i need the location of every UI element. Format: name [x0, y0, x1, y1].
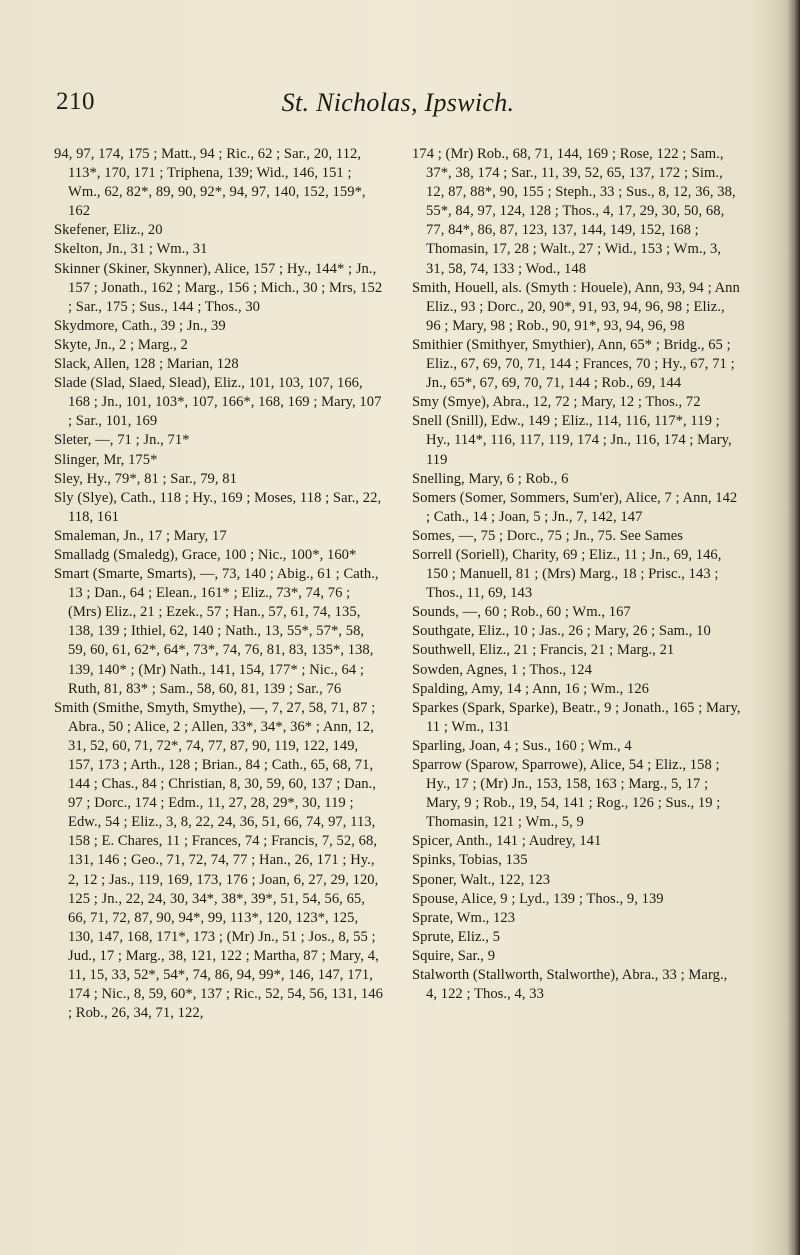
index-entry: Spouse, Alice, 9 ; Lyd., 139 ; Thos., 9, 139 — [412, 890, 664, 907]
index-entry: Sprute, Eliz., 5 — [412, 928, 500, 945]
index-entry: Spicer, Anth., 141 ; Audrey, 141 — [412, 833, 602, 850]
index-entry: Slack, Allen, 128 ; Marian, 128 — [54, 356, 239, 373]
index-entry: Southwell, Eliz., 21 ; Francis, 21 ; Marg., 21 — [412, 642, 675, 659]
index-column-left — [54, 145, 386, 1023]
index-entry: Slinger, Mr, 175* — [54, 451, 158, 468]
index-entry: Skydmore, Cath., 39 ; Jn., 39 — [54, 317, 226, 334]
index-entry: Stalworth (Stallworth, Stalworthe), Abra., 33 ; Marg., 4, 122 ; Thos., 4, 33 — [412, 967, 728, 1003]
index-entry: Sleter, —, 71 ; Jn., 71* — [54, 432, 190, 449]
index-entry: Somers (Somer, Sommers, Sum'er), Alice, 7 ; Ann, 142 ; Cath., 14 ; Joan, 5 ; Jn., 7, 142, 147 — [412, 489, 738, 525]
index-entry: Smith, Houell, als. (Smyth : Houele), Ann, 93, 94 ; Ann Eliz., 93 ; Dorc., 20, 90*, 91, 93, 94, 96, 98 ; Eliz., 96 ; Mary, 98 ; Rob., 90, 91*, 93, 94, 96, 98 — [412, 279, 740, 334]
page-header — [48, 88, 748, 122]
index-entry: Smart (Smarte, Smarts), —, 73, 140 ; Abig., 61 ; Cath., 13 ; Dan., 64 ; Elean., 161* ; Eliz., 73*, 74, 76 ; (Mrs) Eliz., 21 ; Ezek., 57 ; Han., 57, 61, 74, 135, 138, 139 ; Ithiel, 62, 140 ; Nath., 13, 55*, 57*, 58, 59, 60, 61, 62*, 64*, 73*, 74, 76, 81, 83, 135*, 138, 139, 140* ; (Mr) Nath., 141, 154, 177* ; Nic., 64 ; Ruth, 81, 83* ; Sam., 58, 60, 81, 139 ; Sar., 76 — [54, 566, 379, 697]
index-entry: Smithier (Smithyer, Smythier), Ann, 65* ; Bridg., 65 ; Eliz., 67, 69, 70, 71, 144 ; Frances, 70 ; Hy., 67, 71 ; Jn., 65*, 67, 69, 70, 71, 144 ; Rob., 69, 144 — [412, 336, 735, 392]
index-entry: Spinks, Tobias, 135 — [412, 852, 528, 869]
index-entry: Snelling, Mary, 6 ; Rob., 6 — [412, 470, 569, 487]
index-entry: Southgate, Eliz., 10 ; Jas., 26 ; Mary, 26 ; Sam., 10 — [412, 623, 711, 640]
index-entry: Sley, Hy., 79*, 81 ; Sar., 79, 81 — [54, 470, 237, 487]
index-entry: Sounds, —, 60 ; Rob., 60 ; Wm., 167 — [412, 604, 631, 621]
index-entry: Skinner (Skiner, Skynner), Alice, 157 ; Hy., 144* ; Jn., 157 ; Jonath., 162 ; Marg., 156 ; Mich., 30 ; Mrs, 152 ; Sar., 175 ; Sus., 144 ; Thos., 30 — [54, 260, 383, 315]
index-entry: Smalladg (Smaledg), Grace, 100 ; Nic., 100*, 160* — [54, 546, 357, 563]
index-entry: Sparling, Joan, 4 ; Sus., 160 ; Wm., 4 — [412, 737, 632, 754]
index-entry: Somes, —, 75 ; Dorc., 75 ; Jn., 75. See Sames — [412, 527, 684, 544]
index-entry: Snell (Snill), Edw., 149 ; Eliz., 114, 116, 117*, 119 ; Hy., 114*, 116, 117, 119, 174 ; Jn., 116, 174 ; Mary, 119 — [412, 413, 732, 468]
index-entry: Smaleman, Jn., 17 ; Mary, 17 — [54, 527, 227, 544]
index-entry: Skefener, Eliz., 20 — [54, 222, 163, 239]
index-entry: Sly (Slye), Cath., 118 ; Hy., 169 ; Moses, 118 ; Sar., 22, 118, 161 — [54, 489, 382, 525]
page-number: 210 — [56, 88, 95, 115]
index-entry: Sorrell (Soriell), Charity, 69 ; Eliz., 11 ; Jn., 69, 146, 150 ; Manuell, 81 ; (Mrs) Marg., 18 ; Prisc., 143 ; Thos., 11, 69, 143 — [412, 546, 722, 602]
running-title: St. Nicholas, Ipswich. — [281, 88, 515, 117]
index-entry: Spalding, Amy, 14 ; Ann, 16 ; Wm., 126 — [412, 680, 650, 697]
index-entry: Squire, Sar., 9 — [412, 947, 496, 964]
index-entry: Sparkes (Spark, Sparke), Beatr., 9 ; Jonath., 165 ; Mary, 11 ; Wm., 131 — [412, 699, 741, 735]
index-entry: Skyte, Jn., 2 ; Marg., 2 — [54, 336, 188, 353]
index-entry: 174 ; (Mr) Rob., 68, 71, 144, 169 ; Rose, 122 ; Sam., 37*, 38, 174 ; Sar., 11, 39, 52, 65, 137, 172 ; Sim., 12, 87, 88*, 90, 155 ; Steph., 33 ; Sus., 8, 12, 36, 38, 55*, 84, 97, 124, 128 ; Thos., 4, 17, 29, 30, 50, 68, 77, 84*, 86, 87, 123, 137, 144, 149, 152, 168 ; Thomasin, 17, 28 ; Walt., 27 ; Wid., 153 ; Wm., 3, 31, 58, 74, 133 ; Wod., 148 — [412, 146, 736, 277]
index-entry: Sparrow (Sparow, Sparrowe), Alice, 54 ; Eliz., 158 ; Hy., 17 ; (Mr) Jn., 153, 158, 163 ; Marg., 5, 17 ; Mary, 9 ; Rob., 19, 54, 141 ; Rog., 126 ; Sus., 19 ; Thomasin, 121 ; Wm., 5, 9 — [412, 757, 721, 831]
index-entry: Smy (Smye), Abra., 12, 72 ; Mary, 12 ; Thos., 72 — [412, 394, 701, 411]
index-column-right — [412, 145, 742, 1004]
index-entry: Slade (Slad, Slaed, Slead), Eliz., 101, 103, 107, 166, 168 ; Jn., 101, 103*, 107, 166*, 168, 169 ; Mary, 107 ; Sar., 101, 169 — [54, 375, 382, 430]
index-entry: Skelton, Jn., 31 ; Wm., 31 — [54, 241, 208, 258]
index-entry: Smith (Smithe, Smyth, Smythe), —, 7, 27, 58, 71, 87 ; Abra., 50 ; Alice, 2 ; Allen, 33*, 34*, 36* ; Ann, 12, 31, 52, 60, 71, 72*, 74, 77, 87, 90, 119, 122, 149, 157, 173 ; Arth., 128 ; Brian., 84 ; Cath., 65, 68, 71, 144 ; Chas., 84 ; Christian, 8, 30, 59, 60, 137 ; Dan., 97 ; Dorc., 174 ; Edm., 11, 27, 28, 29*, 30, 119 ; Edw., 54 ; Eliz., 3, 8, 22, 24, 36, 51, 66, 74, 97, 113, 158 ; E. Chares, 11 ; Frances, 74 ; Francis, 7, 52, 68, 131, 146 ; Geo., 71, 72, 74, 77 ; Han., 26, 171 ; Hy., 2, 12 ; Jas., 119, 169, 173, 176 ; Joan, 6, 27, 29, 120, 125 ; Jn., 22, 24, 30, 34*, 38*, 39*, 51, 54, 56, 65, 66, 71, 72, 87, 90, 94*, 99, 113*, 120, 123*, 125, 130, 147, 168, 171*, 173 ; (Mr) Jn., 51 ; Jos., 8, 55 ; Jud., 17 ; Marg., 38, 121, 122 ; Martha, 87 ; Mary, 4, 11, 15, 33, 52*, 54*, 74, 86, 94, 99*, 146, 147, 171, 174 ; Nic., 8, 59, 60*, 137 ; Ric., 52, 54, 56, 131, 146 ; Rob., 26, 34, 71, 122, — [54, 699, 383, 1022]
book-spine-edge — [786, 0, 800, 1255]
index-entry: Sowden, Agnes, 1 ; Thos., 124 — [412, 661, 592, 678]
index-entry: Sprate, Wm., 123 — [412, 909, 516, 926]
index-entry: 94, 97, 174, 175 ; Matt., 94 ; Ric., 62 ; Sar., 20, 112, 113*, 170, 171 ; Triphena, 139; Wid., 146, 151 ; Wm., 62, 82*, 89, 90, 92*, 94, 97, 140, 152, 159*, 162 — [54, 146, 366, 220]
index-entry: Sponer, Walt., 122, 123 — [412, 871, 551, 888]
